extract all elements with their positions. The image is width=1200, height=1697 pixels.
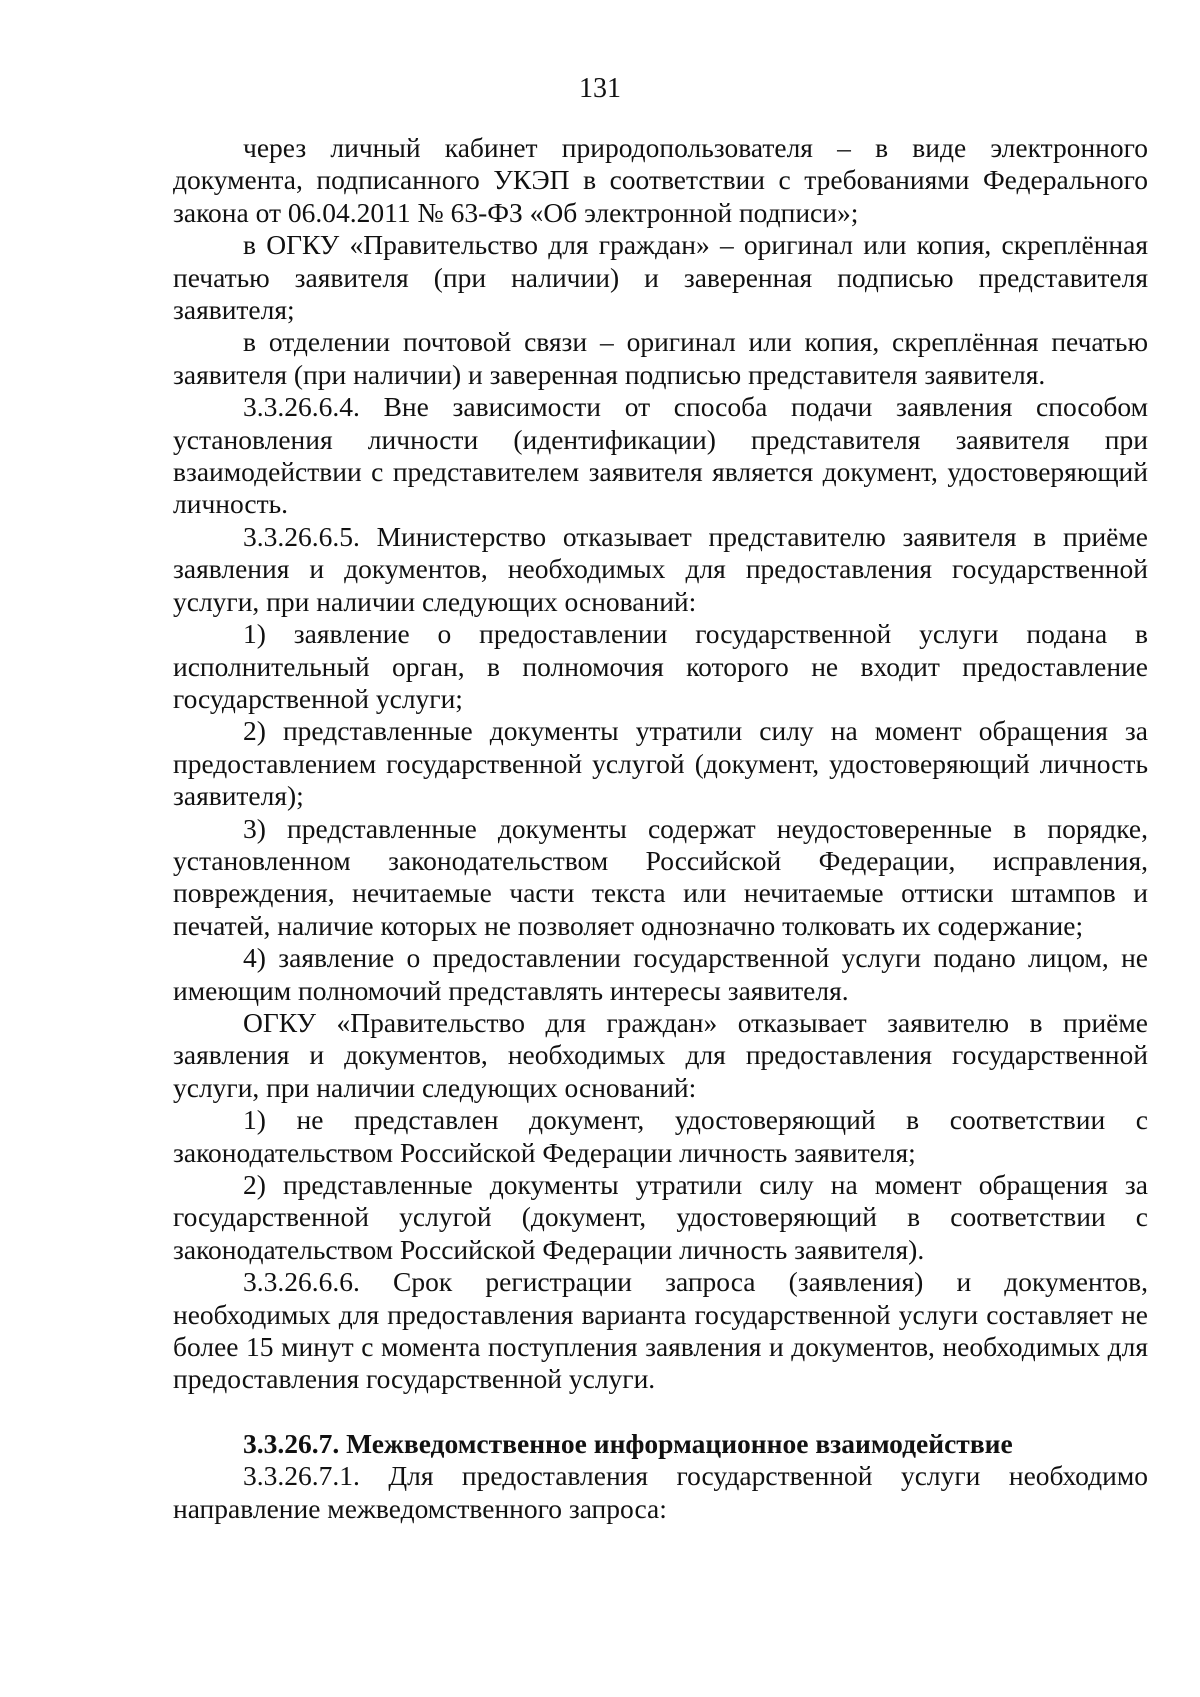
list-item: 2) представленные документы утратили силу на момент обращения за государственной услугой (документ, удостоверяющий в соответствии с законодательством Российской Федерации личность заявителя). <box>173 1169 1148 1265</box>
paragraph: через личный кабинет природопользователя – в виде электронного документа, подписанного УКЭП в соответствии с требованиями Федерального закона от 06.04.2011 № 63-ФЗ «Об электронной подписи»; <box>173 132 1148 228</box>
list-item: 1) не представлен документ, удостоверяющий в соответствии с законодательством Российской Федерации личность заявителя; <box>173 1104 1148 1168</box>
paragraph: в отделении почтовой связи – оригинал или копия, скреплённая печатью заявителя (при наличии) и заверенная подписью представителя заявителя. <box>173 326 1148 390</box>
document-body <box>173 132 1148 1525</box>
list-item: 3) представленные документы содержат неудостоверенные в порядке, установленном законодательством Российской Федерации, исправления, повреждения, нечитаемые части текста или нечитаемые оттиски штампов и печатей, наличие которых не позволяет однозначно толковать их содержание; <box>173 812 1148 941</box>
list-item: 4) заявление о предоставлении государственной услуги подано лицом, не имеющим полномочий представлять интересы заявителя. <box>173 942 1148 1006</box>
paragraph: 3.3.26.6.4. Вне зависимости от способа подачи заявления способом установления личности (идентификации) представителя заявителя при взаимодействии с представителем заявителя является документ, удостоверяющий личность. <box>173 391 1148 520</box>
section-heading: 3.3.26.7. Межведомственное информационное взаимодействие <box>243 1427 1013 1459</box>
paragraph: в ОГКУ «Правительство для граждан» – оригинал или копия, скреплённая печатью заявителя (при наличии) и заверенная подписью представителя заявителя; <box>173 229 1148 326</box>
paragraph: 3.3.26.7.1. Для предоставления государственной услуги необходимо направление межведомственного запроса: <box>173 1460 1148 1524</box>
paragraph: 3.3.26.6.6. Срок регистрации запроса (заявления) и документов, необходимых для предоставления варианта государственной услуги составляет не более 15 минут с момента поступления заявления и документов, необходимых для предоставления государственной услуги. <box>173 1266 1148 1395</box>
page-number: 131 <box>579 73 621 104</box>
list-item: 1) заявление о предоставлении государственной услуги подана в исполнительный орган, в полномочия которого не входит предоставление государственной услуги; <box>173 618 1148 714</box>
list-item: 2) представленные документы утратили силу на момент обращения за предоставлением государственной услугой (документ, удостоверяющий личность заявителя); <box>173 715 1148 812</box>
paragraph: 3.3.26.6.5. Министерство отказывает представителю заявителя в приёме заявления и документов, необходимых для предоставления государственной услуги, при наличии следующих оснований: <box>173 520 1148 617</box>
paragraph: ОГКУ «Правительство для граждан» отказывает заявителю в приёме заявления и документов, необходимых для предоставления государственной услуги, при наличии следующих оснований: <box>173 1006 1148 1103</box>
